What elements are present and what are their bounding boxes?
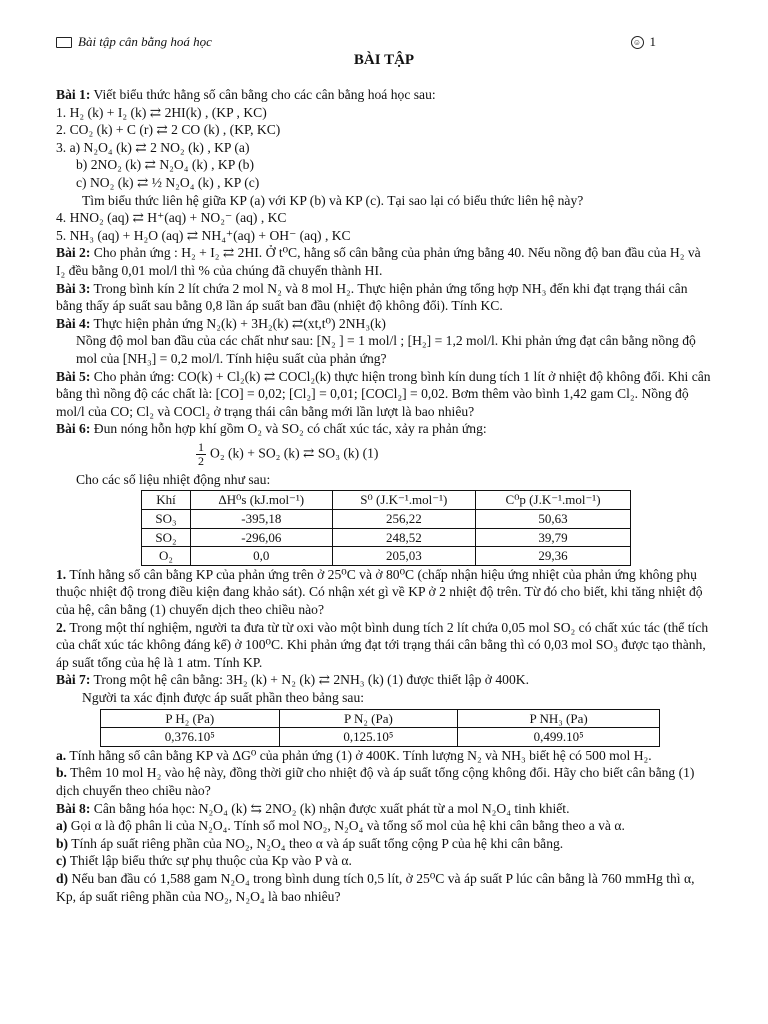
table-cell: 0,0 (190, 547, 332, 566)
fraction-numerator: 1 (198, 439, 204, 454)
question-a (56, 817, 712, 835)
exercise-3 (56, 280, 712, 315)
table-cell: O₂ (142, 547, 191, 566)
question-b (56, 764, 712, 799)
equation-line: 4. HNO₂ (aq) ⇄ H⁺(aq) + NO₂⁻ (aq) , KC (56, 210, 287, 226)
table-cell: SO₂ (142, 528, 191, 547)
table-intro: Người ta xác định được áp suất phần theo bảng sau: (82, 690, 365, 705)
question-line: Tìm biểu thức liên hệ giữa KP (a) với KP (b) và KP (c). Tại sao lại có biểu thức liên hệ này? (82, 192, 584, 208)
folder-icon (56, 37, 72, 48)
exercise-4-text: Nồng độ mol ban đầu của các chất như sau: [N₂ ] = 1 mol/l ; [H₂] = 1,2 mol/l. Khi phản ứng đạt cân bằng nồng độ mol của [NH₃] = 0,2 mol/l. Tính hiệu suất của phản ứng? (76, 333, 696, 366)
question-label: b. (56, 765, 67, 781)
table-cell: 50,63 (476, 510, 631, 529)
exercise-label: Bài 3: (56, 280, 91, 296)
table-header: S⁰ (J.K⁻¹.mol⁻¹) (332, 491, 476, 510)
pressure-table (100, 709, 660, 747)
exercise-label: Bài 5: (56, 368, 91, 384)
equation-text: O₂ (k) + SO₂ (k) ⇄ SO₃ (k) (1) (210, 445, 379, 461)
page-title: BÀI TẬP (353, 52, 415, 68)
question-text: Trong một thí nghiệm, người ta đưa từ từ oxi vào một bình dung tích 2 lít chứa 0,05 mol SO₂ có chất xúc tác (thể tích của chất xúc tác không đáng kể) ở 100⁰C. Khi phản ứng đạt tới trạng thái cân bằng thì có 0,03 mol SO₃ được tạo thành, áp suất tổng của hệ là 1 atm. Tính KP. (56, 619, 709, 670)
equation-line: 1. H₂ (k) + I₂ (k) ⇄ 2HI(k) , (KP , KC) (56, 104, 267, 120)
table-cell: 0,125.10⁵ (279, 728, 458, 747)
question-text: Tính hằng số cân bằng KP của phản ứng trên ở 25⁰C và ở 80⁰C (chấp nhận hiệu ứng nhiệt của phản ứng không phụ thuộc nhiệt độ trong điều kiện đang khảo sát). Có nhận xét gì về KP ở 2 nhiệt độ trên. Từ đó cho biết, khi tăng nhiệt độ của hệ, cân bằng (1) chuyển dịch theo chiều nào? (56, 566, 703, 618)
question-c (56, 852, 712, 870)
question-label: b) (56, 835, 69, 851)
exercise-5 (56, 368, 712, 421)
question-label: a) (56, 818, 68, 834)
question-text: Tính hằng số cân bằng KP và ΔG⁰ của phản ứng (1) ở 400K. Tính lượng N₂ và NH₃ biết hệ có 500 mol H₂. (69, 747, 652, 763)
exercise-8 (56, 800, 712, 818)
table-row (101, 728, 660, 747)
question-label: c) (56, 853, 67, 869)
table-cell: 205,03 (332, 547, 476, 566)
question-label: d) (56, 870, 69, 886)
header-left (56, 34, 212, 50)
table-cell: 256,22 (332, 510, 476, 529)
exercise-text: Đun nóng hỗn hợp khí gồm O₂ và SO₂ có chất xúc tác, xảy ra phản ứng: (93, 421, 487, 437)
question-1 (56, 566, 712, 619)
exercise-text: Viết biểu thức hằng số cân bằng cho các cân bằng hoá học sau: (93, 87, 436, 102)
table-header-row (101, 709, 660, 728)
question-text: Gọi α là độ phân li của N₂O₄. Tính số mol NO₂, N₂O₄ và tổng số mol của hệ khi cân bằng theo a và α. (70, 818, 625, 834)
exercise-label: Bài 2: (56, 245, 91, 261)
page-number: 1 (649, 34, 656, 49)
exercise-text: Cân bằng hóa học: N₂O₄ (k) ⇆ 2NO₂ (k) nhận được xuất phát từ a mol N₂O₄ tinh khiết. (93, 800, 570, 816)
exercise-2 (56, 244, 712, 279)
exercise-text: Trong bình kín 2 lít chứa 2 mol N₂ và 8 mol H₂. Thực hiện phản ứng tổng hợp NH₃ đến khi đạt trạng thái cân bằng thấy áp suất sau bằng 0,8 lần áp suất ban đầu (nhiệt độ không đổi). Tính KC. (56, 280, 688, 314)
table-row (142, 510, 631, 529)
table-cell: SO₃ (142, 510, 191, 529)
question-text: Tính áp suất riêng phần của NO₂, N₂O₄ theo α và áp suất tổng cộng P của hệ khi cân bằng. (71, 835, 564, 851)
table-cell: 248,52 (332, 528, 476, 547)
question-a (56, 747, 712, 765)
fraction (196, 441, 206, 468)
question-label: 2. (56, 619, 67, 635)
question-label: 1. (56, 566, 67, 582)
table-cell: -395,18 (190, 510, 332, 529)
exercise-1-heading (56, 86, 712, 104)
equation-line (56, 441, 712, 468)
equation-line: c) NO₂ (k) ⇄ ½ N₂O₄ (k) , KP (c) (76, 174, 260, 190)
exercise-text: Cho phản ứng : H₂ + I₂ ⇄ 2HI. Ở t⁰C, hằng số cân bằng của phản ứng bằng 40. Nếu nồng độ ban đầu của H₂ và I₂ đều bằng 0,01 mol/l thì % của chúng đã chuyển thành HI. (56, 245, 701, 278)
header-right (631, 34, 657, 50)
exercise-text: Thực hiện phản ứng N₂(k) + 3H₂(k) ⇄(xt,t⁰) 2NH₃(k) (93, 315, 386, 331)
exercise-4 (56, 315, 712, 333)
smiley-icon: ☺ (631, 36, 644, 49)
table-row (142, 528, 631, 547)
equation-line: b) 2NO₂ (k) ⇄ N₂O₄ (k) , KP (b) (76, 157, 255, 173)
question-2 (56, 619, 712, 672)
exercise-label: Bài 8: (56, 800, 91, 816)
question-text: Thêm 10 mol H₂ vào hệ này, đồng thời giữ cho nhiệt độ và áp suất tổng cộng không đổi. Hãy cho biết cân bằng (1) dịch chuyển theo chiều nào? (56, 765, 695, 798)
table-header: ΔH⁰s (kJ.mol⁻¹) (190, 491, 332, 510)
exercise-content (56, 86, 712, 905)
equation-line: 3. a) N₂O₄ (k) ⇄ 2 NO₂ (k) , KP (a) (56, 139, 250, 155)
equation-line: 5. NH₃ (aq) + H₂O (aq) ⇄ NH₄⁺(aq) + OH⁻ (aq) , KC (56, 227, 351, 243)
exercise-label: Bài 7: (56, 672, 91, 688)
table-cell: 0,376.10⁵ (101, 728, 280, 747)
question-text: Thiết lập biểu thức sự phụ thuộc của Kp vào P và α. (69, 853, 352, 869)
exercise-label: Bài 6: (56, 421, 91, 437)
table-cell: 29,36 (476, 547, 631, 566)
question-label: a. (56, 747, 67, 763)
exercise-text: Cho phản ứng: CO(k) + Cl₂(k) ⇄ COCl₂(k) thực hiện trong bình kín dung tích 1 lít ở nhiệt độ không đổi. Khi cân bằng thì nồng độ các chất là: [CO] = 0,02; [Cl₂] = 0,01; [COCl₂] = 0,02. Bơm thêm vào bình 1,42 gam Cl₂. Nồng độ mol/l của CO; Cl₂ và COCl₂ ở trạng thái cân bằng mới lần lượt là bao nhiêu? (56, 368, 711, 419)
table-intro: Cho các số liệu nhiệt động như sau: (76, 471, 271, 487)
table-cell: -296,06 (190, 528, 332, 547)
page-header (56, 34, 656, 54)
thermo-table (141, 490, 631, 565)
table-header-row (142, 491, 631, 510)
table-header: P H₂ (Pa) (101, 709, 280, 728)
table-cell: 39,79 (476, 528, 631, 547)
table-header: C⁰p (J.K⁻¹.mol⁻¹) (476, 491, 631, 510)
table-header: P NH₃ (Pa) (458, 709, 660, 728)
table-header: Khí (142, 491, 191, 510)
exercise-label: Bài 1: (56, 87, 91, 102)
table-row (142, 547, 631, 566)
exercise-6 (56, 420, 712, 438)
header-title: Bài tập cân bằng hoá học (78, 34, 212, 49)
table-header: P N₂ (Pa) (279, 709, 458, 728)
fraction-denominator: 2 (198, 453, 204, 468)
table-cell: 0,499.10⁵ (458, 728, 660, 747)
question-text: Nếu ban đầu có 1,588 gam N₂O₄ trong bình dung tích 0,5 lít, ở 25⁰C và áp suất P lúc cân bằng là 760 mmHg thì α, Kp, áp suất riêng phần của NO₂, N₂O₄ là bao nhiêu? (56, 870, 695, 904)
question-b (56, 835, 712, 853)
exercise-text: Trong một hệ cân bằng: 3H₂ (k) + N₂ (k) ⇄ 2NH₃ (k) (1) được thiết lập ở 400K. (93, 672, 529, 688)
question-d (56, 870, 712, 905)
exercise-label: Bài 4: (56, 315, 91, 331)
equation-line: 2. CO₂ (k) + C (r) ⇄ 2 CO (k) , (KP, KC) (56, 122, 281, 138)
exercise-7 (56, 671, 712, 689)
